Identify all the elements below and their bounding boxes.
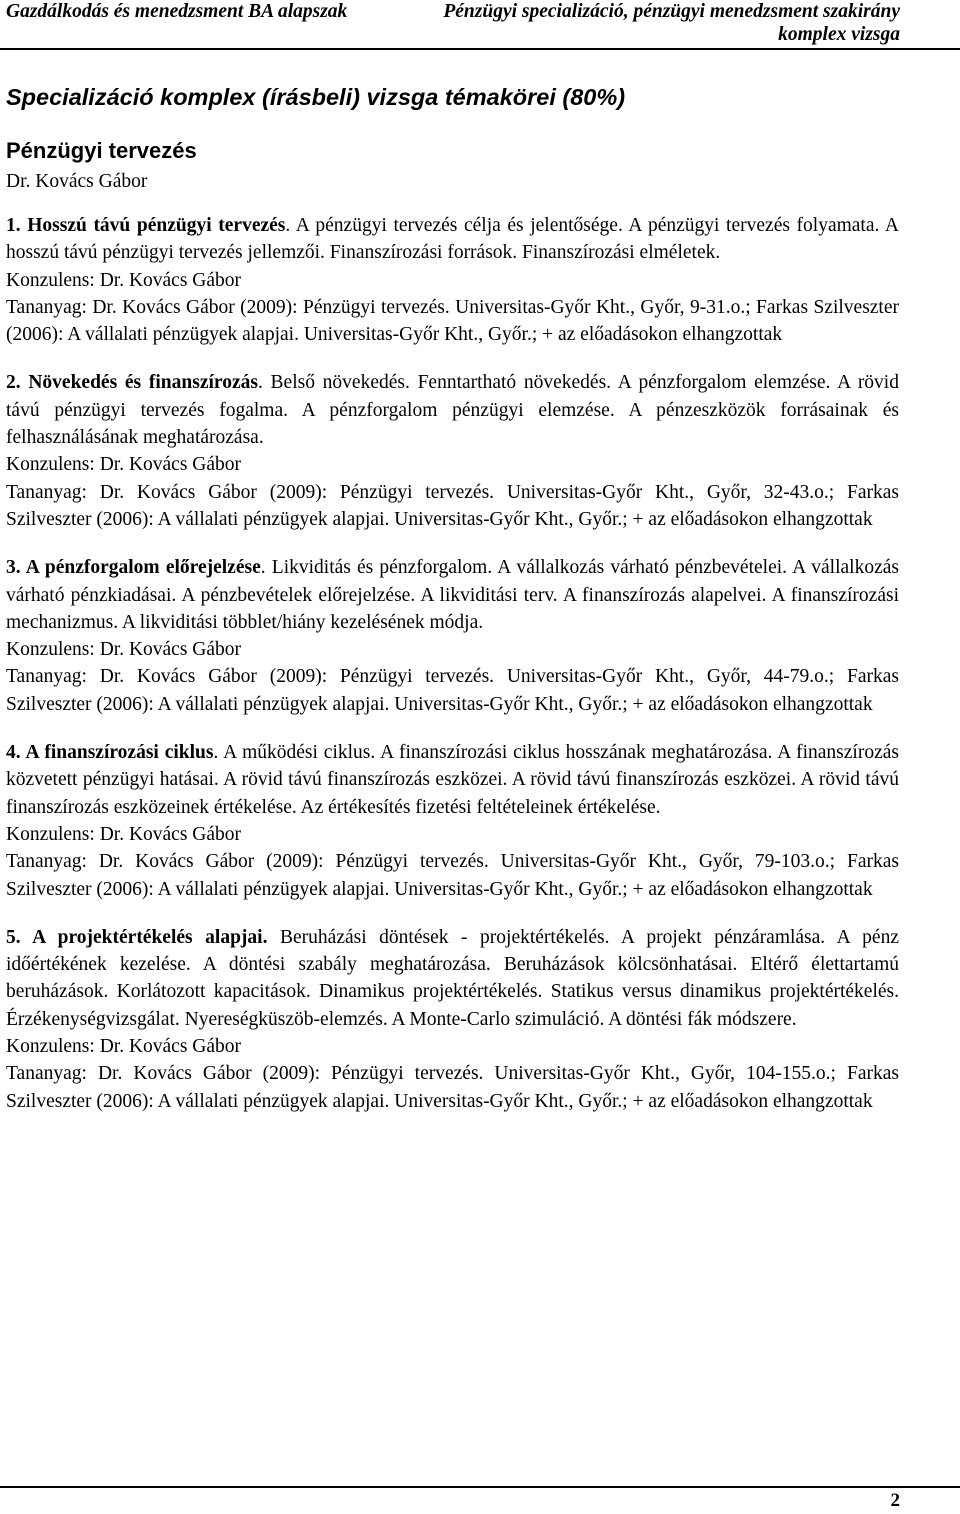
topic-material: Tananyag: Dr. Kovács Gábor (2009): Pénzügyi tervezés. Universitas-Győr Kht., Győr, 32-43.o.; Farkas Szilveszter (2006): A vállalati pénzügyek alapjai. Universitas-Győr Kht., Győr.; + az előadásokon elhangzottak (6, 481, 899, 530)
document-body (6, 82, 899, 1136)
topic-heading: 3. A pénzforgalom előrejelzése (6, 557, 261, 579)
topic-description (6, 554, 899, 636)
topic-description (6, 924, 899, 1033)
topic-body: . Belső növekedés. Fenntartható növekedés. A pénzforgalom elemzése. A rövid távú pénzügyi tervezés fogalma. A pénzforgalom pénzügyi elemzése. A pénzeszközök forrásainak és felhasználásának meghatározása. (6, 372, 899, 449)
page-header (0, 0, 960, 48)
topic-heading: 1. Hosszú távú pénzügyi tervezés (6, 215, 286, 236)
footer-divider (0, 1486, 960, 1488)
header-divider (0, 48, 960, 50)
topic-body: . A működési ciklus. A finanszírozási ciklus hosszának meghatározása. A finanszírozás közvetett pénzügyi hatásai. A rövid távú finanszírozás eszközei. A rövid távú finanszírozás eszközei. A rövid távú finanszírozás eszközeinek értékelése. Az értékesítés fizetési feltételeinek értékelése. (6, 742, 899, 818)
document-title: Specializáció komplex (írásbeli) vizsga témakörei (80%) (6, 84, 626, 110)
topic-item (6, 212, 899, 348)
topic-description (6, 739, 899, 821)
header-specialization-line1: Pénzügyi specializáció, pénzügyi menedzsment szakirány (443, 1, 900, 22)
page-number: 2 (890, 1490, 900, 1511)
topic-material: Tananyag: Dr. Kovács Gábor (2009): Pénzügyi tervezés. Universitas-Győr Kht., Győr, 9-31.o.; Farkas Szilveszter (2006): A vállalati pénzügyek alapjai. Universitas-Győr Kht., Győr.; + az előadásokon elhangzottak (6, 296, 899, 346)
topic-consultant: Konzulens: Dr. Kovács Gábor (6, 823, 242, 845)
header-specialization-line2: komplex vizsga (778, 24, 900, 45)
topic-description (6, 369, 899, 451)
topic-heading: 2. Növekedés és finanszírozás (6, 372, 258, 394)
topic-item (6, 739, 899, 903)
topic-item (6, 369, 899, 533)
topic-heading: 5. A projektértékelés alapjai. (6, 926, 268, 948)
topic-body: . A pénzügyi tervezés célja és jelentősége. A pénzügyi tervezés folyamata. A hosszú távú pénzügyi tervezés jellemzői. Finanszírozási források. Finanszírozási elméletek. (6, 215, 899, 264)
topic-item (6, 554, 899, 718)
topic-body: Beruházási döntések - projektértékelés. A projekt pénzáramlása. A pénz időértékének kezelése. A döntési szabály meghatározása. Beruházások kölcsönhatásai. Eltérő élettartamú beruházások. Korlátozott kapacitások. Dinamikus projektértékelés. Statikus versus dinamikus projektértékelés. Érzékenységvizsgálat. Nyereségküszöb-elemzés. A Monte-Carlo szimuláció. A döntési fák módszere. (6, 926, 899, 1030)
topic-consultant: Konzulens: Dr. Kovács Gábor (6, 454, 242, 476)
topic-material: Tananyag: Dr. Kovács Gábor (2009): Pénzügyi tervezés. Universitas-Győr Kht., Győr, 79-103.o.; Farkas Szilveszter (2006): A vállalati pénzügyek alapjai. Universitas-Győr Kht., Győr.; + az előadásokon elhangzottak (6, 851, 899, 900)
topic-body: . Likviditás és pénzforgalom. A vállalkozás várható pénzbevételei. A vállalkozás várható pénzkiadásai. A pénzbevételek előrejelzése. A likviditási terv. A finanszírozás alapelvei. A finanszírozási mechanizmus. A likviditási többlet/hiány kezelésének módja. (6, 557, 899, 633)
header-program: Gazdálkodás és menedzsment BA alapszak (6, 1, 348, 22)
subject-author: Dr. Kovács Gábor (6, 171, 148, 192)
subject-title: Pénzügyi tervezés (6, 138, 197, 163)
topic-consultant: Konzulens: Dr. Kovács Gábor (6, 639, 242, 661)
topic-description (6, 212, 899, 267)
topic-material: Tananyag: Dr. Kovács Gábor (2009): Pénzügyi tervezés. Universitas-Győr Kht., Győr, 44-79.o.; Farkas Szilveszter (2006): A vállalati pénzügyek alapjai. Universitas-Győr Kht., Győr.; + az előadásokon elhangzottak (6, 666, 899, 715)
topic-consultant: Konzulens: Dr. Kovács Gábor (6, 269, 242, 291)
header-specialization (443, 0, 900, 46)
topic-item (6, 924, 899, 1115)
topic-heading: 4. A finanszírozási ciklus (6, 742, 214, 764)
topic-material: Tananyag: Dr. Kovács Gábor (2009): Pénzügyi tervezés. Universitas-Győr Kht., Győr, 104-155.o.; Farkas Szilveszter (2006): A vállalati pénzügyek alapjai. Universitas-Győr Kht., Győr.; + az előadásokon elhangzottak (6, 1063, 899, 1112)
topic-consultant: Konzulens: Dr. Kovács Gábor (6, 1036, 242, 1058)
